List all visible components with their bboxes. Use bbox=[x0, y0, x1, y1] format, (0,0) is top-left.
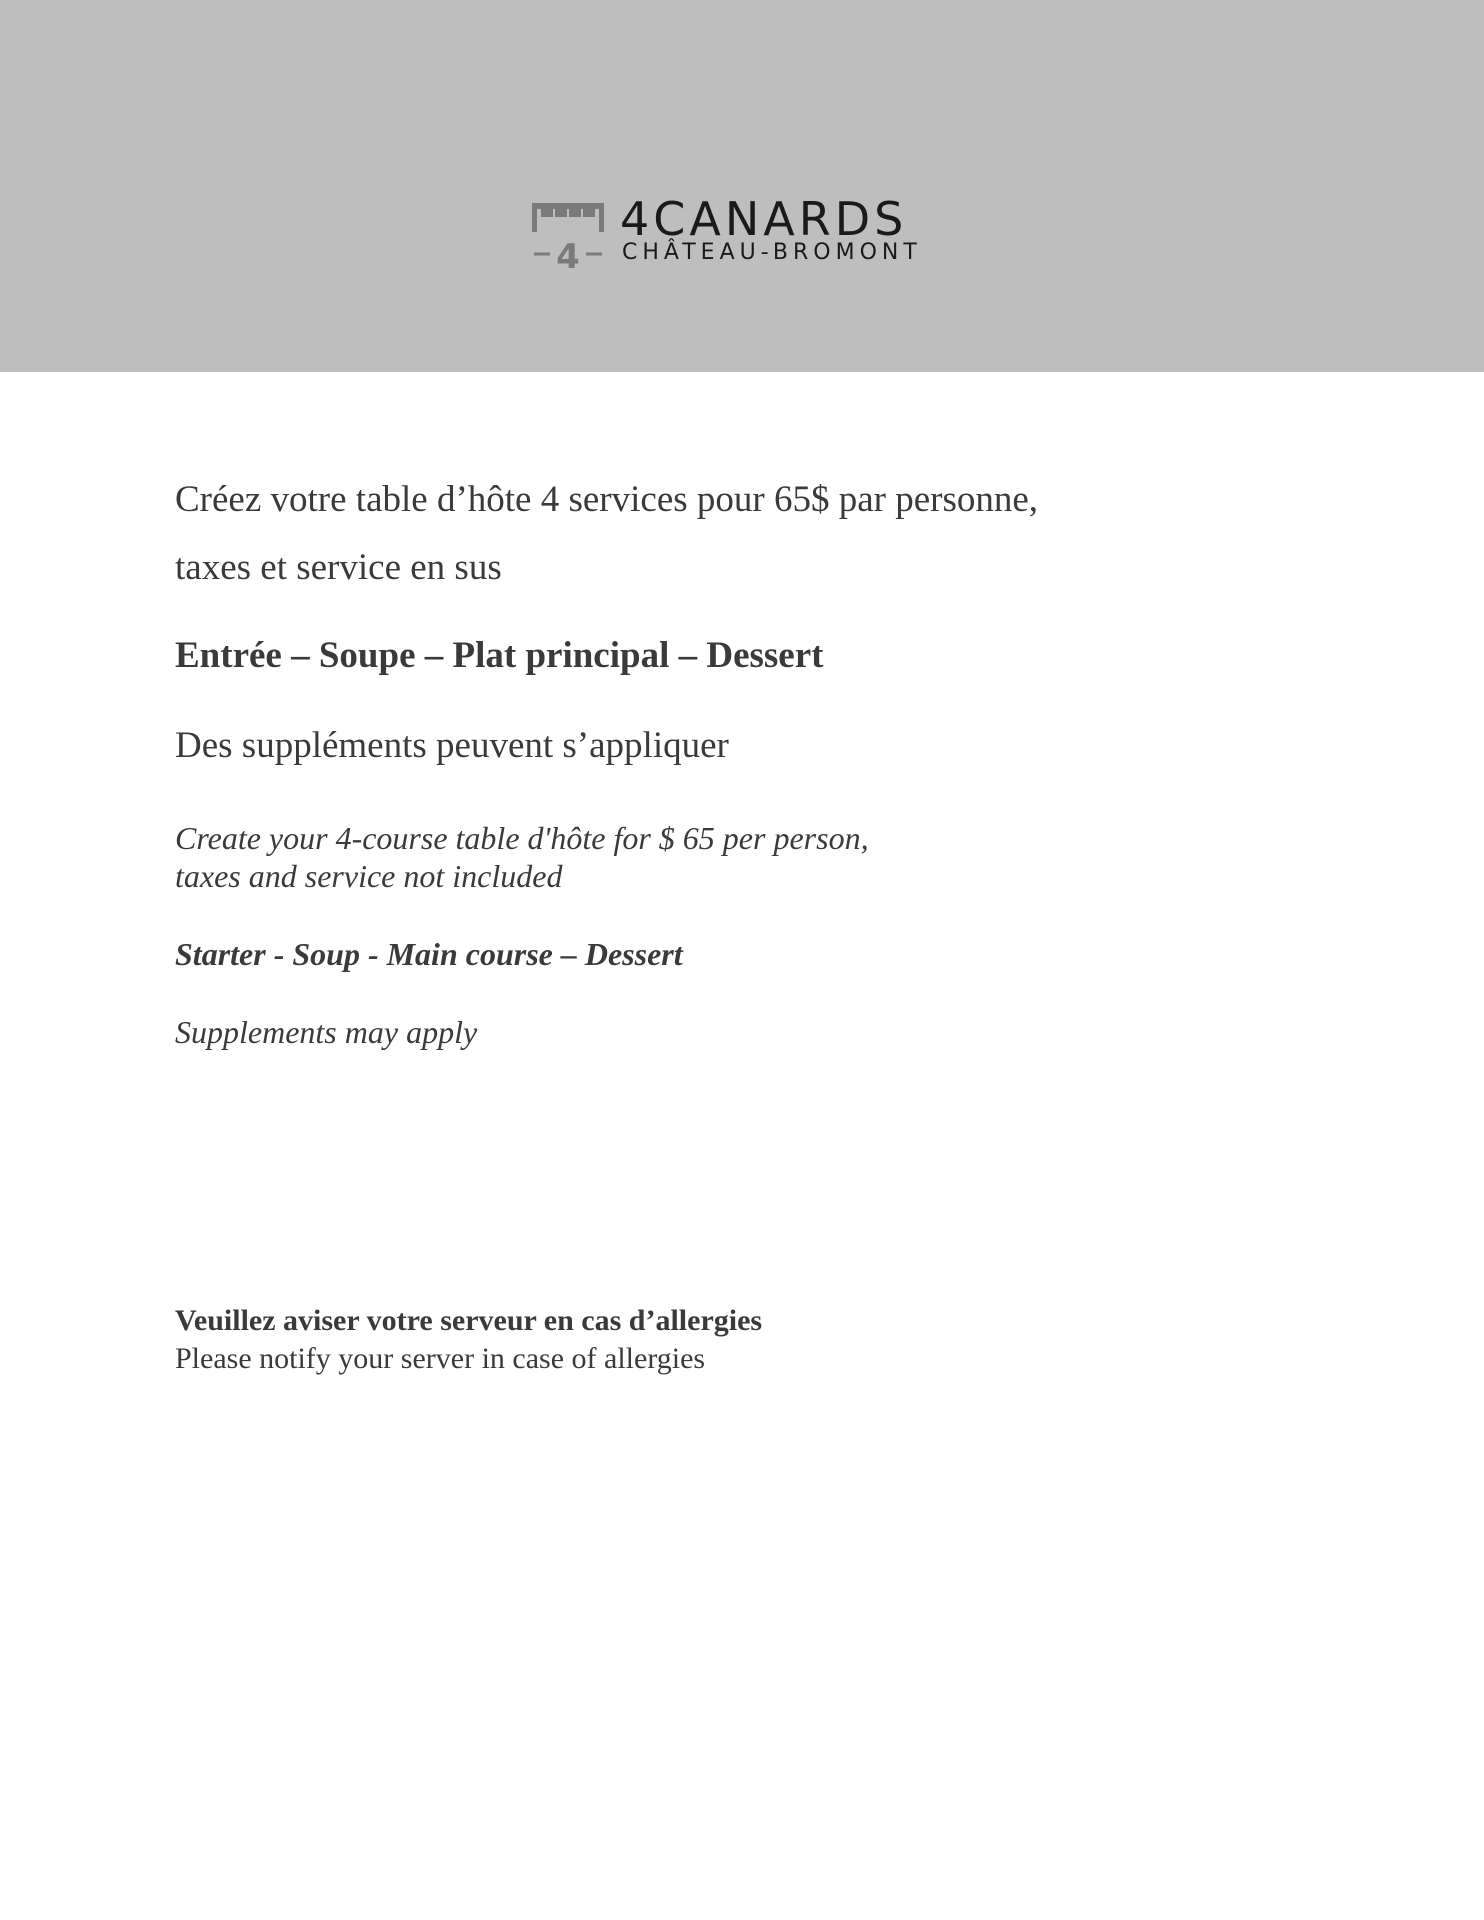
header-band bbox=[0, 0, 1484, 372]
restaurant-logo bbox=[532, 192, 952, 278]
castle-logo-icon bbox=[532, 198, 604, 270]
french-intro-line-1: Créez votre table d’hôte 4 services pour 65$ par personne, bbox=[175, 479, 1039, 520]
english-courses: Starter - Soup - Main course – Dessert bbox=[175, 936, 683, 972]
english-intro-line-1: Create your 4-course table d'hôte for $ 65 per person, bbox=[175, 820, 869, 856]
french-courses: Entrée – Soupe – Plat principal – Dessert bbox=[175, 635, 824, 676]
logo-brand-name: 4CANARDS bbox=[620, 192, 908, 246]
logo-subtitle: CHÂTEAU-BROMONT bbox=[622, 240, 922, 265]
allergy-notice-english: Please notify your server in case of allergies bbox=[175, 1342, 706, 1375]
french-intro-line-2: taxes et service en sus bbox=[175, 547, 502, 588]
english-intro-line-2: taxes and service not included bbox=[175, 858, 563, 894]
english-supplements: Supplements may apply bbox=[175, 1014, 478, 1050]
allergy-notice-french: Veuillez aviser votre serveur en cas d’allergies bbox=[175, 1304, 763, 1337]
logo-numeral: 4 bbox=[556, 237, 580, 270]
french-supplements: Des suppléments peuvent s’appliquer bbox=[175, 725, 729, 766]
